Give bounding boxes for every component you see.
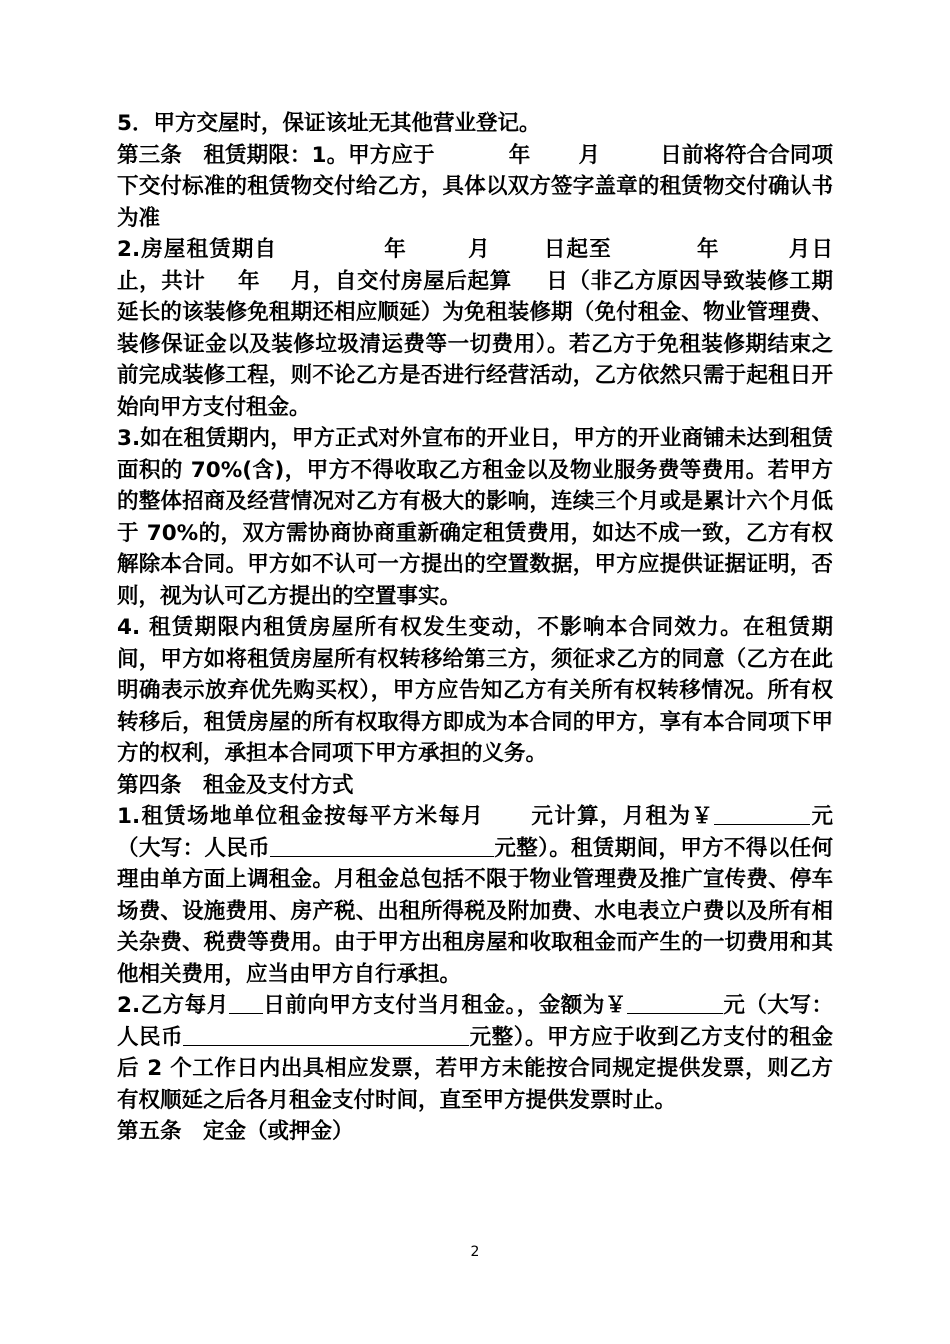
article-3-clause-2: 2.房屋租赁期自 年 月 日起至 年 月日止，共计 年 月，自交付房屋后起算 日（非乙方原因导致装修工期延长的该装修免租期还相应顺延）为免租装修期（免付租金、物业管理费、装修保证金以及装修垃圾清运费等一切费用）。若乙方于免租装修期结束之前完成装修工程，则不论乙方是否进行经营活动，乙方依然只需于起租日开始向甲方支付租金。 [117, 237, 833, 420]
article-4-clause-1: 1.租赁场地单位租金按每平方米每月 元计算，月租为￥ 元（大写：人民币 元整）。租赁期间，甲方不得以任何理由单方面上调租金。月租金总包括不限于物业管理费及推广宣传费、停车场费、设施费用、房产税、出租所得税及附加费、水电表立户费以及所有相关杂费、税费等费用。由于甲方出租房屋和收取租金而产生的一切费用和其他相关费用，应当由甲方自行承担。 [117, 804, 833, 987]
article-4-clause-2: 2.乙方每月 日前向甲方支付当月租金。，金额为￥ 元（大写：人民币 元整）。甲方应于收到乙方支付的租金后 2 个工作日内出具相应发票，若甲方未能按合同规定提供发票，则乙方有权顺延之后各月租金支付时间，直至甲方提供发票时止。 [117, 993, 833, 1113]
rent-amount-words-blank [270, 834, 494, 857]
payment-day-blank [229, 991, 263, 1014]
clause-item-5: 5．甲方交屋时，保证该址无其他营业登记。 [117, 111, 541, 136]
page-number: 2 [470, 1244, 480, 1260]
contract-body [117, 108, 833, 1148]
article-3-clause-1: 第三条 租赁期限：1。甲方应于 年 月 日前将符合合同项下交付标准的租赁物交付给乙方，具体以双方签字盖章的租赁物交付确认书为准 [117, 142, 833, 231]
article-3-heading: 第三条 租赁期限： [117, 142, 312, 168]
article-4-heading: 第四条 租金及支付方式 [117, 772, 354, 798]
article-3-clause-3: 3.如在租赁期内，甲方正式对外宣布的开业日，甲方的开业商铺未达到租赁面积的 70%(含)，甲方不得收取乙方租金以及物业服务费等费用。若甲方的整体招商及经营情况对乙方有极大的影响，连续三个月或是累计六个月低于 70%的，双方需协商协商重新确定租赁费用，如达不成一致，乙方有权解除本合同。甲方如不认可一方提出的空置数据，甲方应提供证据证明，否则，视为认可乙方提出的空置事实。 [117, 426, 833, 609]
payment-amount-blank [627, 991, 723, 1014]
article-5-heading: 第五条 定金（或押金） [117, 1119, 354, 1144]
payment-amount-words-blank [183, 1023, 469, 1046]
monthly-rent-blank [714, 802, 810, 825]
article-3-clause-4: 4. 租赁期限内租赁房屋所有权发生变动，不影响本合同效力。在租赁期间，甲方如将租赁房屋所有权转移给第三方，须征求乙方的同意（乙方在此明确表示放弃优先购买权），甲方应告知乙方有关所有权转移情况。所有权转移后，租赁房屋的所有权取得方即成为本合同的甲方，享有本合同项下甲方的权利，承担本合同项下甲方承担的义务。 [117, 615, 833, 766]
